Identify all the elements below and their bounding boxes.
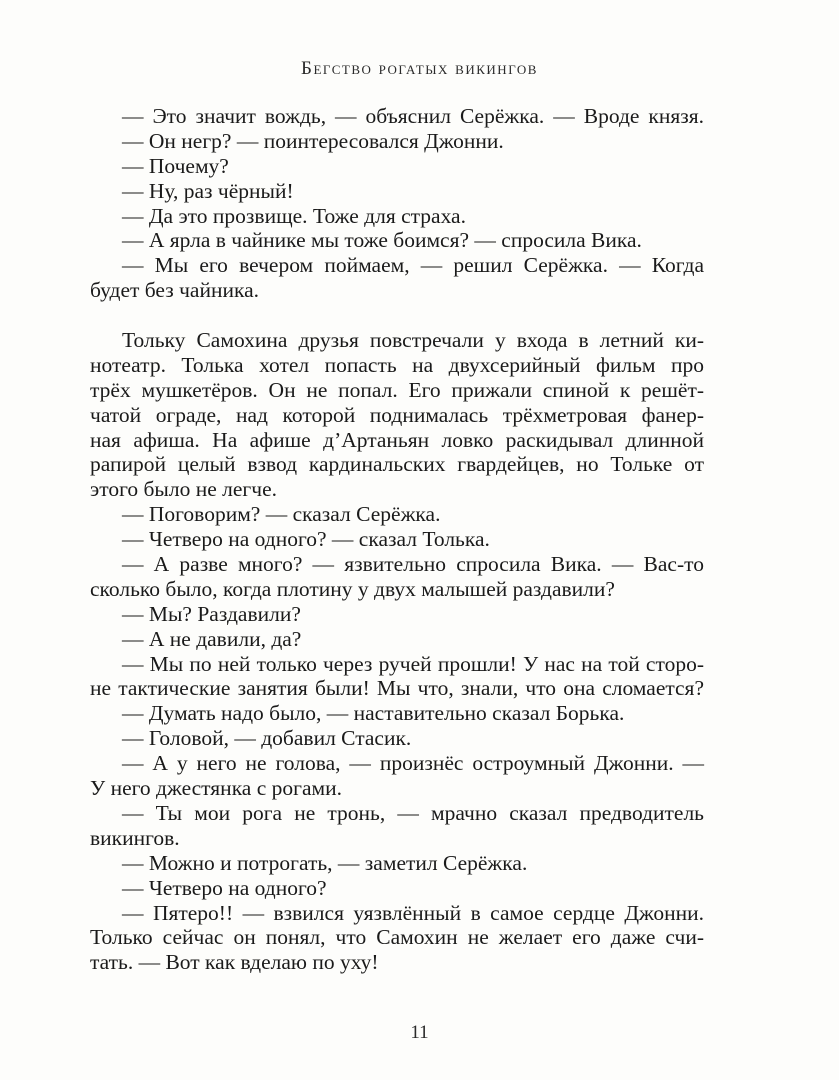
text-line: тать. — Вот как вделаю по уху! [90, 950, 379, 975]
text-line: — Ну, раз чёрный! [122, 178, 294, 203]
text-line: сколько было, когда плотину у двух малышей раздавили? [90, 576, 615, 601]
text-line: трёх мушкетёров. Он не попал. Его прижали спиной к решёт- [90, 377, 704, 402]
paragraph-gap [90, 303, 704, 328]
text-line: У него джестянка с рогами. [90, 776, 342, 801]
text-line: рапирой целый взвод кардинальских гвардейцев, но Тольке от [90, 452, 704, 477]
text-line: — Поговорим? — сказал Серёжка. [122, 502, 441, 527]
text-line: — А ярла в чайнике мы тоже боимся? — спросила Вика. [122, 228, 642, 253]
text-line: — Мы? Раздавили? [122, 601, 301, 626]
text-line: чатой ограде, над которой поднималась трёхметровая фанер- [90, 402, 704, 427]
text-line: — А не давили, да? [122, 626, 302, 651]
text-line: Только сейчас он понял, что Самохин не желает его даже счи- [90, 925, 704, 950]
text-line: — Можно и потрогать, — заметил Серёжка. [122, 850, 528, 875]
text-line: — Ты мои рога не тронь, — мрачно сказал предводитель [122, 800, 704, 825]
text-line: — Мы по ней только через ручей прошли! У нас на той сторо- [122, 651, 704, 676]
text-line: — Четверо на одного? — сказал Толька. [122, 527, 490, 552]
text-line: — Почему? [122, 153, 229, 178]
text-line: — Это значит вождь, — объяснил Серёжка. — Вроде князя. [122, 104, 704, 128]
text-line: — А у него не голова, — произнёс остроумный Джонни. — [122, 751, 704, 776]
text-line: — Мы его вечером поймаем, — решил Серёжка. — Когда [122, 253, 704, 278]
text-line: этого было не легче. [90, 477, 277, 502]
text-line: — Он негр? — поинтересовался Джонни. [122, 128, 504, 153]
text-line: ная афиша. На афише д’Артаньян ловко раскидывал длинной [90, 427, 704, 452]
page-body-text [90, 104, 704, 975]
text-line: викингов. [90, 825, 180, 850]
text-line: Тольку Самохина друзья повстречали у входа в летний ки- [122, 328, 704, 353]
text-line: — Да это прозвище. Тоже для страха. [122, 203, 466, 228]
text-line: — Думать надо было, — наставительно сказал Борька. [122, 701, 625, 726]
text-line: нотеатр. Толька хотел попасть на двухсерийный фильм про [90, 352, 704, 377]
text-line: — Четверо на одного? [122, 875, 327, 900]
running-header-title: Бегство рогатых викингов [301, 58, 538, 79]
text-line: — Пятеро!! — взвился уязвлённый в самое сердце Джонни. [122, 900, 704, 925]
text-line: — Головой, — добавил Стасик. [122, 726, 412, 751]
text-line: — А разве много? — язвительно спросила Вика. — Вас-то [122, 552, 704, 577]
text-line: будет без чайника. [90, 278, 260, 303]
text-line: не тактические занятия были! Мы что, знали, что она сломается? [90, 676, 704, 701]
page-number: 11 [410, 1022, 429, 1043]
